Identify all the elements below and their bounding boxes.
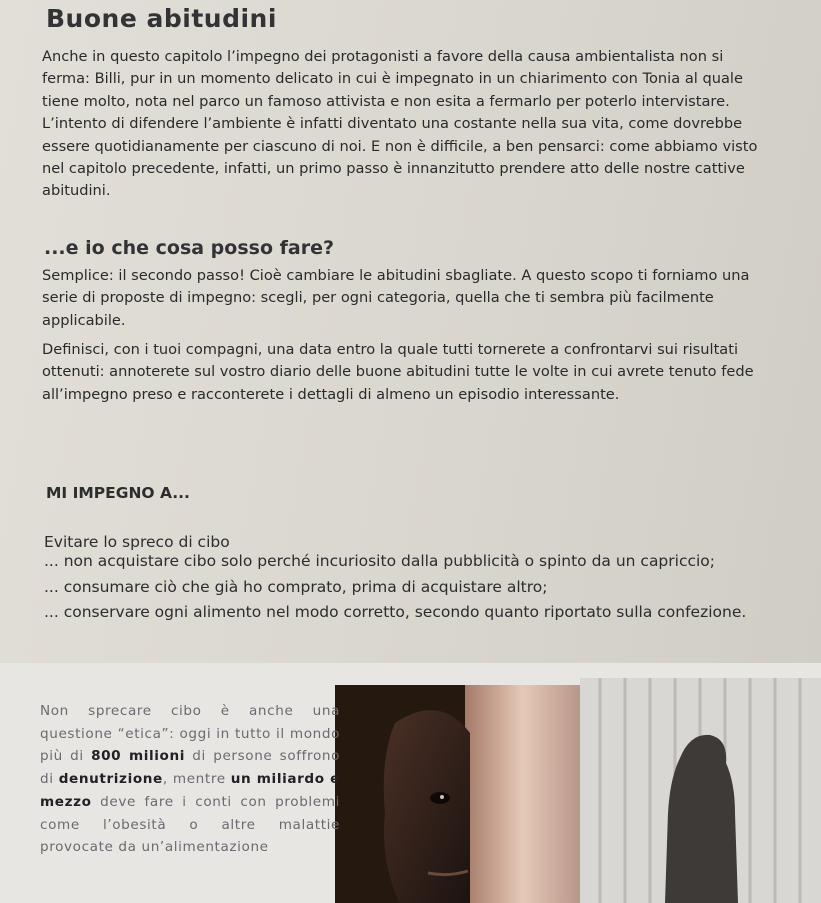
intro-paragraph: Anche in questo capitolo l’impegno dei protagonisti a favore della causa ambientalista non si ferma: Billi, pur in un momento delicato in cui è impegnato in un chiarimento con Tonia al quale tiene molto, nota nel parco un famoso attivista e non esita a fermarlo per poterlo intervistare. L’intento di difendere l’ambiente è infatti diventato una costante nella sua vita, come dovrebbe essere quotidianamente per ciascuno di noi. E non è difficile, a ben pensarci: come abbiamo visto nel capitolo precedente, infatti, un primo passo è innanzitutto prendere atto delle nostre cattive abitudini. xyxy=(42,48,758,200)
instruction-paragraph: Semplice: il secondo passo! Cioè cambiare le abitudini sbagliate. A questo scopo ti forniamo una serie di proposte di impegno: scegli, per ogni categoria, quella che ti sembra più facilmente applicabile. xyxy=(42,267,750,329)
sidebar-text: Non sprecare cibo è anche una questione “etica”: oggi in tutto il mondo più di 800 milioni di persone soffrono di denutrizione, mentre un miliardo e mezzo deve fare i conti con problemi come l’obesità o altre malattie provocate da un’alimentazione xyxy=(40,703,340,856)
eye-highlight xyxy=(440,795,444,799)
commitment-list xyxy=(44,549,814,626)
list-item: ... conservare ogni alimento nel modo corretto, secondo quanto riportato sulla confezione. xyxy=(44,603,747,621)
photo-wall xyxy=(465,685,580,903)
list-item: ... consumare ciò che già ho comprato, prima di acquistare altro; xyxy=(44,577,548,596)
commitment-heading: MI IMPEGNO A... xyxy=(46,484,190,502)
diary-paragraph: Definisci, con i tuoi compagni, una data entro la quale tutti tornerete a confrontarvi sui risultati ottenuti: annoterete sul vostro diario delle buone abitudini tutte le volte in cui avrete tenuto fede all’impegno preso e racconterete i dettagli di almeno un episodio interessante. xyxy=(42,341,754,403)
list-item: ... non acquistare cibo solo perché incuriosito dalla pubblicità o spinto da un capriccio; xyxy=(44,552,716,570)
page-title: Buone abitudini xyxy=(46,4,277,33)
eye xyxy=(430,792,450,804)
section-subtitle: ...e io che cosa posso fare? xyxy=(44,237,334,259)
category-title: Evitare lo spreco di cibo xyxy=(44,533,230,551)
